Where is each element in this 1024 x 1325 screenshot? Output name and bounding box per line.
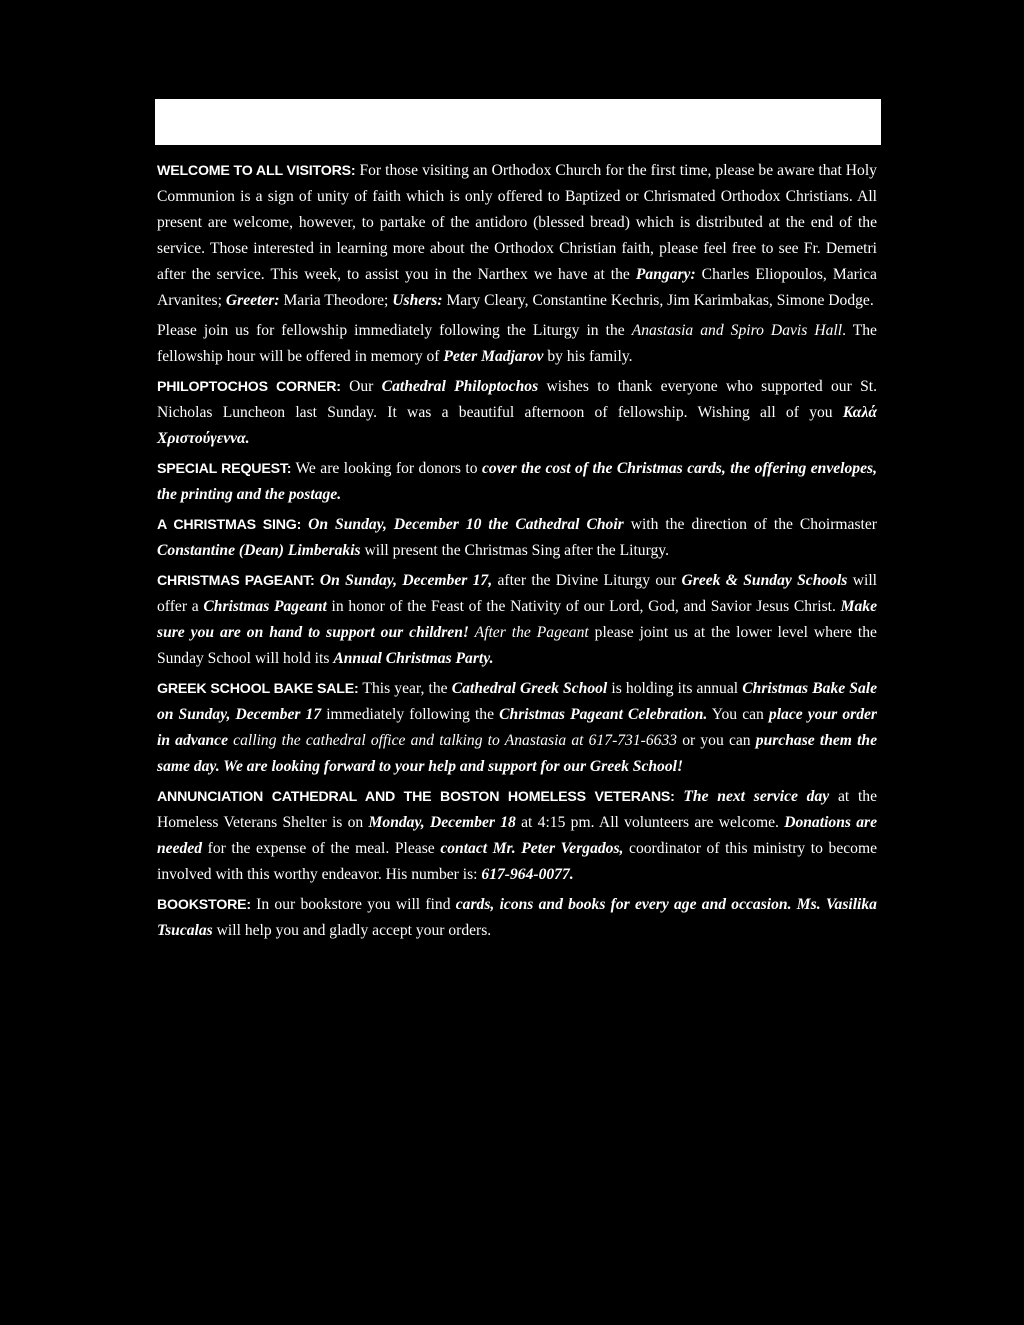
veterans-text: at the Homeless Veterans Shelter is on [157,788,877,831]
fellowship-text-3: by his family. [543,348,633,365]
christmas-sing-date: On Sunday, December 10 the Cathedral Choir [301,516,624,533]
christmas-sing-paragraph [157,512,877,564]
bake-sale-text-5: or you can [677,732,756,749]
veterans-text-4: coordinator of this ministry to become involved with this worthy endeavor. His number is: [157,840,878,883]
veterans-donations: Donations are needed [157,814,878,857]
header-bar [155,99,881,145]
christmas-sing-text-2: will present the Christmas Sing after the Liturgy. [360,542,669,559]
fellowship-text-2: . The fellowship hour will be offered in memory of [157,322,877,365]
special-request-paragraph [157,456,877,508]
philoptochos-text-2: wishes to thank everyone who supported our St. Nicholas Luncheon last Sunday. It was a beautiful afternoon of fellowship. Wishing all of you [157,378,877,421]
pageant-text: after the Divine Liturgy our [492,572,682,589]
memory-name: Peter Madjarov [443,348,544,365]
pageant-support: Make sure you are on hand to support our children! [157,598,877,641]
bake-sale-text-2: is holding its annual [607,680,743,697]
philoptochos-org: Cathedral Philoptochos [381,378,539,395]
pageant-party: Annual Christmas Party. [333,650,494,667]
bookstore-paragraph [157,892,877,944]
pangary-label: Pangary: [635,266,696,283]
ushers-label: Ushers: [392,292,443,309]
bake-sale-calling: calling the cathedral office and talking to Anastasia at 617-731-6633 [228,732,678,749]
choirmaster-name: Constantine (Dean) Limberakis [157,542,361,559]
greeter-names: Maria Theodore; [279,292,393,309]
pangary-names: Charles Eliopoulos, Marica Arvanites; [157,266,877,309]
bookstore-items: cards, icons and books for every age and occasion. [455,896,792,913]
bake-sale-order: place your order in advance [157,706,877,749]
pageant-after: After the Pageant [468,624,589,641]
bake-sale-text: This year, the [358,680,452,697]
bake-sale-heading: GREEK SCHOOL BAKE SALE: [157,681,359,697]
bake-sale-purchase: purchase them the same day. We are looking forward to your help and support for our Greek School! [157,732,878,775]
pageant-name: Christmas Pageant [203,598,327,615]
christmas-sing-heading: A CHRISTMAS SING: [157,517,302,533]
fellowship-hall: Anastasia and Spiro Davis Hall [631,322,843,339]
bake-sale-celebration: Christmas Pageant Celebration. [499,706,708,723]
veterans-text-3: for the expense of the meal. Please [202,840,441,857]
pageant-heading: CHRISTMAS PAGEANT: [157,573,315,589]
welcome-heading: WELCOME TO ALL VISITORS: [157,163,356,179]
fellowship-text: Please join us for fellowship immediately following the Liturgy in the [157,322,632,339]
bookstore-person: Ms. Vasilika Tsucalas [157,896,877,939]
fellowship-paragraph [157,318,877,370]
veterans-heading: ANNUNCIATION CATHEDRAL AND THE BOSTON HOMELESS VETERANS: [157,789,675,805]
welcome-paragraph [157,158,877,314]
veterans-date: Monday, December 18 [368,814,516,831]
special-request-text: We are looking for donors to [291,460,483,477]
bookstore-heading: BOOKSTORE: [157,897,251,913]
bake-sale-paragraph [157,676,877,780]
bake-sale-text-4: You can [707,706,769,723]
bake-sale-school: Cathedral Greek School [451,680,608,697]
bulletin-content [157,158,877,948]
bookstore-text-2: will help you and gladly accept your orders. [212,922,492,939]
philoptochos-text: Our [340,378,382,395]
welcome-text: For those visiting an Orthodox Church for the first time, please be aware that Holy Communion is a sign of unity of faith which is only offered to Baptized or Chrismated Orthodox Christians. All present are welcome, however, to partake of the antidoro (blessed bread) which is distributed at the end of the service. Those interested in learning more about the Orthodox Christian faith, please feel free to see Fr. Demetri after the service. This week, to assist you in the Narthex we have at the [157,162,877,283]
bake-sale-text-3: immediately following the [321,706,500,723]
pageant-schools: Greek & Sunday Schools [681,572,848,589]
special-request-heading: SPECIAL REQUEST: [157,461,292,477]
greek-greeting: Καλά Χριστούγεννα. [157,404,877,447]
bookstore-text: In our bookstore you will find [250,896,456,913]
pageant-text-2: will offer a [157,572,877,615]
pageant-text-4: please joint us at the lower level where the Sunday School will hold its [157,624,877,667]
philoptochos-heading: PHILOPTOCHOS CORNER: [157,379,341,395]
christmas-sing-text: with the direction of the Choirmaster [623,516,877,533]
special-request-emphasis: cover the cost of the Christmas cards, the offering envelopes, the printing and the postage. [157,460,877,503]
veterans-paragraph [157,784,877,888]
veterans-contact: contact Mr. Peter Vergados, [440,840,624,857]
ushers-names: Mary Cleary, Constantine Kechris, Jim Karimbakas, Simone Dodge. [442,292,874,309]
pageant-text-3: in honor of the Feast of the Nativity of our Lord, God, and Savior Jesus Christ. [326,598,841,615]
pageant-date: On Sunday, December 17, [314,572,493,589]
greeter-label: Greeter: [225,292,280,309]
bake-sale-event: Christmas Bake Sale on Sunday, December 17 [157,680,878,723]
veterans-text-2: at 4:15 pm. All volunteers are welcome. [515,814,785,831]
veterans-phone: 617-964-0077. [481,866,574,883]
veterans-next: The next service day [674,788,830,805]
pageant-paragraph [157,568,877,672]
philoptochos-paragraph [157,374,877,452]
